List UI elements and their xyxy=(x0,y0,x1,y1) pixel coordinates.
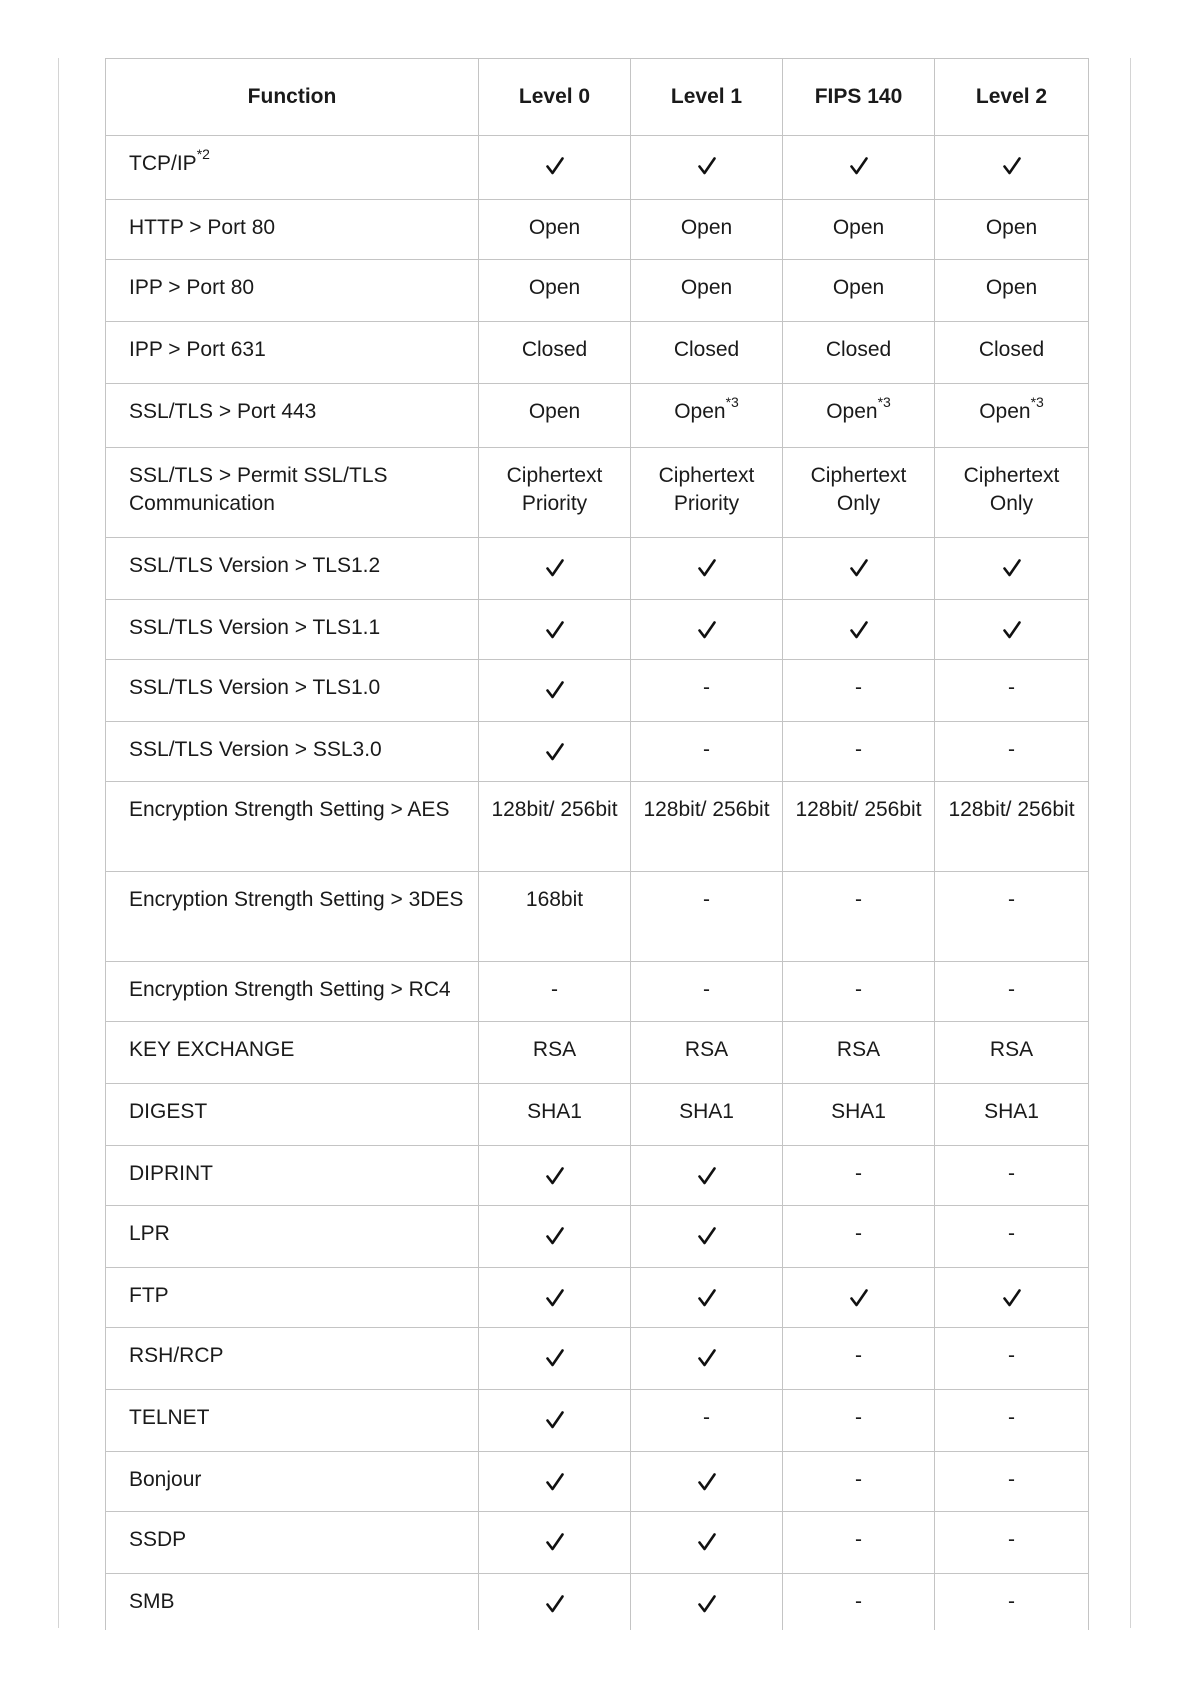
checkmark-icon xyxy=(545,1288,565,1308)
cell-value: - xyxy=(855,1222,862,1245)
function-label: SSL/TLS Version > TLS1.0 xyxy=(129,676,381,699)
function-label: RSH/RCP xyxy=(129,1344,224,1367)
cell-value: - xyxy=(703,738,710,761)
cell-level-0 xyxy=(479,1452,631,1512)
cell-value: SHA1 xyxy=(527,1100,582,1123)
cell-level-2 xyxy=(935,722,1089,782)
cell-value: Open xyxy=(680,276,733,299)
cell-level-2 xyxy=(935,1512,1089,1574)
cell-level-1 xyxy=(631,1452,783,1512)
cell-level-0 xyxy=(479,1268,631,1328)
cell-value: Open xyxy=(985,216,1038,239)
function-cell xyxy=(106,660,479,722)
checkmark-icon xyxy=(697,1288,717,1308)
footnote-marker: *3 xyxy=(725,393,739,410)
function-label: TCP/IP xyxy=(129,152,197,175)
function-label: SMB xyxy=(129,1590,175,1613)
checkmark-icon xyxy=(1002,558,1022,578)
cell-level-0 xyxy=(479,1022,631,1084)
checkmark-icon xyxy=(697,620,717,640)
cell-level-0 xyxy=(479,1328,631,1390)
footnote-marker: *3 xyxy=(1030,393,1044,410)
cell-level-1 xyxy=(631,322,783,384)
cell-level-0 xyxy=(479,782,631,872)
function-label: SSL/TLS > Port 443 xyxy=(129,400,317,423)
cell-level-1 xyxy=(631,1390,783,1452)
table-body xyxy=(106,136,1089,1634)
cell-fips-140 xyxy=(783,962,935,1022)
checkmark-icon xyxy=(697,1166,717,1186)
function-label: Bonjour xyxy=(129,1468,202,1491)
security-level-table xyxy=(105,58,1089,1634)
checkmark-icon xyxy=(697,156,717,176)
cell-level-1 xyxy=(631,962,783,1022)
header-level-2: Level 2 xyxy=(935,59,1089,136)
function-label: SSL/TLS > Permit SSL/TLS Communication xyxy=(129,464,388,515)
cell-fips-140 xyxy=(783,1084,935,1146)
table-row xyxy=(106,1022,1089,1084)
cell-value: - xyxy=(1008,978,1015,1001)
cell-level-1 xyxy=(631,384,783,448)
cell-level-2 xyxy=(935,384,1089,448)
cell-level-2 xyxy=(935,1206,1089,1268)
cell-value: - xyxy=(855,676,862,699)
function-cell xyxy=(106,322,479,384)
checkmark-icon xyxy=(697,1532,717,1552)
table-row xyxy=(106,384,1089,448)
function-label: Encryption Strength Setting > RC4 xyxy=(129,978,451,1001)
cell-fips-140 xyxy=(783,722,935,782)
cell-value: - xyxy=(855,1528,862,1551)
cell-value: Open xyxy=(528,216,581,239)
function-label: IPP > Port 80 xyxy=(129,276,255,299)
page-left-rule xyxy=(58,58,59,1628)
cell-fips-140 xyxy=(783,384,935,448)
cell-value: Open xyxy=(985,276,1038,299)
cell-level-0 xyxy=(479,260,631,322)
table-row xyxy=(106,1268,1089,1328)
cell-fips-140 xyxy=(783,1206,935,1268)
cell-level-2 xyxy=(935,872,1089,962)
cell-value: Open xyxy=(832,216,885,239)
cell-fips-140 xyxy=(783,1390,935,1452)
function-cell xyxy=(106,722,479,782)
function-cell xyxy=(106,200,479,260)
cell-fips-140 xyxy=(783,136,935,200)
cell-fips-140 xyxy=(783,1328,935,1390)
cell-value: - xyxy=(1008,1528,1015,1551)
checkmark-icon xyxy=(545,156,565,176)
footnote-marker: *3 xyxy=(877,393,891,410)
checkmark-icon xyxy=(849,620,869,640)
cell-value: - xyxy=(1008,1468,1015,1491)
function-cell xyxy=(106,1328,479,1390)
checkmark-icon xyxy=(545,1472,565,1492)
checkmark-icon xyxy=(697,1594,717,1614)
cell-level-2 xyxy=(935,538,1089,600)
cell-level-1 xyxy=(631,200,783,260)
function-cell xyxy=(106,1390,479,1452)
cell-value: Ciphertext Priority xyxy=(658,464,755,515)
function-cell xyxy=(106,384,479,448)
checkmark-icon xyxy=(1002,156,1022,176)
table-row xyxy=(106,1084,1089,1146)
table-row xyxy=(106,872,1089,962)
table-row xyxy=(106,962,1089,1022)
table-row xyxy=(106,1512,1089,1574)
table-row xyxy=(106,1206,1089,1268)
header-fips-140: FIPS 140 xyxy=(783,59,935,136)
function-cell xyxy=(106,1512,479,1574)
table-row xyxy=(106,600,1089,660)
cell-value: - xyxy=(703,1406,710,1429)
cell-level-0 xyxy=(479,1512,631,1574)
cell-level-1 xyxy=(631,1512,783,1574)
cell-value: - xyxy=(703,676,710,699)
cell-level-2 xyxy=(935,782,1089,872)
cell-level-1 xyxy=(631,260,783,322)
function-cell xyxy=(106,872,479,962)
cell-level-2 xyxy=(935,660,1089,722)
cell-value: Open xyxy=(528,400,581,423)
cell-level-0 xyxy=(479,136,631,200)
checkmark-icon xyxy=(1002,620,1022,640)
function-label: SSDP xyxy=(129,1528,187,1551)
cell-fips-140 xyxy=(783,448,935,538)
cell-level-0 xyxy=(479,538,631,600)
cell-level-0 xyxy=(479,722,631,782)
cell-value: - xyxy=(855,978,862,1001)
checkmark-icon xyxy=(545,620,565,640)
checkmark-icon xyxy=(697,1226,717,1246)
cell-level-0 xyxy=(479,600,631,660)
cell-value: Open xyxy=(826,400,878,423)
table-row xyxy=(106,200,1089,260)
cell-value: Closed xyxy=(825,338,892,361)
cell-level-2 xyxy=(935,1268,1089,1328)
cell-level-0 xyxy=(479,1146,631,1206)
function-cell xyxy=(106,1268,479,1328)
cell-fips-140 xyxy=(783,872,935,962)
cell-level-2 xyxy=(935,962,1089,1022)
function-label: LPR xyxy=(129,1222,170,1245)
table-row xyxy=(106,1328,1089,1390)
cell-level-2 xyxy=(935,136,1089,200)
cell-fips-140 xyxy=(783,1022,935,1084)
checkmark-icon xyxy=(545,1348,565,1368)
cell-value: Open xyxy=(680,216,733,239)
table-row xyxy=(106,538,1089,600)
cell-value: - xyxy=(855,888,862,911)
cell-value: - xyxy=(1008,1590,1015,1613)
checkmark-icon xyxy=(545,1226,565,1246)
cell-level-1 xyxy=(631,1084,783,1146)
cell-level-1 xyxy=(631,1146,783,1206)
checkmark-icon xyxy=(545,680,565,700)
cell-value: Ciphertext Only xyxy=(810,464,907,515)
cell-value: Open xyxy=(979,400,1031,423)
cell-value: - xyxy=(1008,888,1015,911)
cell-level-2 xyxy=(935,1452,1089,1512)
function-cell xyxy=(106,136,479,200)
cell-level-1 xyxy=(631,1022,783,1084)
cell-level-1 xyxy=(631,1328,783,1390)
cell-level-0 xyxy=(479,962,631,1022)
cell-value: Open xyxy=(674,400,726,423)
cell-value: 128bit/ 256bit xyxy=(795,798,922,821)
function-cell xyxy=(106,782,479,872)
cell-level-1 xyxy=(631,600,783,660)
cell-value: 128bit/ 256bit xyxy=(491,798,618,821)
cell-fips-140 xyxy=(783,538,935,600)
cell-fips-140 xyxy=(783,200,935,260)
cell-level-0 xyxy=(479,200,631,260)
cell-level-2 xyxy=(935,1022,1089,1084)
cell-fips-140 xyxy=(783,322,935,384)
function-label: DIPRINT xyxy=(129,1162,213,1185)
header-level-0: Level 0 xyxy=(479,59,631,136)
cell-level-1 xyxy=(631,782,783,872)
function-cell xyxy=(106,1206,479,1268)
function-cell xyxy=(106,1146,479,1206)
function-cell xyxy=(106,962,479,1022)
function-cell xyxy=(106,1574,479,1634)
cell-value: RSA xyxy=(989,1038,1034,1061)
function-cell xyxy=(106,538,479,600)
cell-value: - xyxy=(855,1162,862,1185)
cell-level-0 xyxy=(479,1390,631,1452)
function-label: TELNET xyxy=(129,1406,210,1429)
cell-fips-140 xyxy=(783,1268,935,1328)
function-label: Encryption Strength Setting > 3DES xyxy=(129,888,464,911)
checkmark-icon xyxy=(697,1472,717,1492)
cell-value: - xyxy=(855,1344,862,1367)
cell-fips-140 xyxy=(783,1452,935,1512)
footnote-marker: *2 xyxy=(196,145,210,162)
cell-level-2 xyxy=(935,1390,1089,1452)
cell-level-1 xyxy=(631,1574,783,1634)
table-header-row xyxy=(106,59,1089,136)
cell-value: - xyxy=(1008,1162,1015,1185)
cell-level-1 xyxy=(631,872,783,962)
function-label: SSL/TLS Version > SSL3.0 xyxy=(129,738,382,761)
cell-value: 128bit/ 256bit xyxy=(948,798,1075,821)
cell-value: Closed xyxy=(521,338,588,361)
cell-value: SHA1 xyxy=(984,1100,1039,1123)
table-row xyxy=(106,260,1089,322)
cell-level-0 xyxy=(479,448,631,538)
checkmark-icon xyxy=(545,1166,565,1186)
table-row xyxy=(106,322,1089,384)
checkmark-icon xyxy=(545,558,565,578)
cell-level-1 xyxy=(631,1206,783,1268)
cell-level-2 xyxy=(935,322,1089,384)
cell-value: RSA xyxy=(532,1038,577,1061)
cell-fips-140 xyxy=(783,1146,935,1206)
cell-value: - xyxy=(703,978,710,1001)
cell-level-0 xyxy=(479,872,631,962)
cell-level-2 xyxy=(935,200,1089,260)
function-cell xyxy=(106,260,479,322)
page-bottom-margin xyxy=(0,1630,1190,1684)
cell-level-1 xyxy=(631,722,783,782)
checkmark-icon xyxy=(545,1532,565,1552)
function-cell xyxy=(106,1452,479,1512)
checkmark-icon xyxy=(545,1594,565,1614)
cell-value: Ciphertext Priority xyxy=(506,464,603,515)
checkmark-icon xyxy=(849,156,869,176)
checkmark-icon xyxy=(697,558,717,578)
function-cell xyxy=(106,448,479,538)
cell-value: - xyxy=(703,888,710,911)
cell-value: - xyxy=(855,738,862,761)
function-label: KEY EXCHANGE xyxy=(129,1038,295,1061)
cell-value: SHA1 xyxy=(831,1100,886,1123)
cell-fips-140 xyxy=(783,782,935,872)
checkmark-icon xyxy=(849,558,869,578)
cell-fips-140 xyxy=(783,260,935,322)
cell-value: Open xyxy=(832,276,885,299)
page-right-rule xyxy=(1130,58,1131,1628)
cell-fips-140 xyxy=(783,1574,935,1634)
checkmark-icon xyxy=(545,1410,565,1430)
function-cell xyxy=(106,1084,479,1146)
cell-value: - xyxy=(1008,1406,1015,1429)
cell-fips-140 xyxy=(783,600,935,660)
cell-level-2 xyxy=(935,1574,1089,1634)
cell-level-0 xyxy=(479,1084,631,1146)
cell-level-1 xyxy=(631,448,783,538)
table-row xyxy=(106,722,1089,782)
cell-value: - xyxy=(855,1406,862,1429)
cell-level-2 xyxy=(935,1146,1089,1206)
cell-fips-140 xyxy=(783,1512,935,1574)
function-cell xyxy=(106,1022,479,1084)
table-row xyxy=(106,1574,1089,1634)
cell-value: 168bit xyxy=(525,888,584,911)
table-row xyxy=(106,136,1089,200)
checkmark-icon xyxy=(849,1288,869,1308)
function-label: SSL/TLS Version > TLS1.1 xyxy=(129,616,381,639)
table-row xyxy=(106,782,1089,872)
cell-level-1 xyxy=(631,136,783,200)
cell-value: Closed xyxy=(673,338,740,361)
checkmark-icon xyxy=(697,1348,717,1368)
cell-fips-140 xyxy=(783,660,935,722)
function-label: DIGEST xyxy=(129,1100,208,1123)
cell-level-1 xyxy=(631,538,783,600)
function-label: Encryption Strength Setting > AES xyxy=(129,798,450,821)
cell-value: - xyxy=(1008,738,1015,761)
cell-value: RSA xyxy=(684,1038,729,1061)
function-label: FTP xyxy=(129,1284,169,1307)
table-row xyxy=(106,1146,1089,1206)
cell-value: Open xyxy=(528,276,581,299)
function-label: SSL/TLS Version > TLS1.2 xyxy=(129,554,381,577)
cell-value: RSA xyxy=(836,1038,881,1061)
cell-level-2 xyxy=(935,260,1089,322)
cell-value: Ciphertext Only xyxy=(963,464,1060,515)
checkmark-icon xyxy=(1002,1288,1022,1308)
cell-level-2 xyxy=(935,600,1089,660)
cell-level-0 xyxy=(479,660,631,722)
table-row xyxy=(106,1452,1089,1512)
table-row xyxy=(106,1390,1089,1452)
table-row xyxy=(106,448,1089,538)
function-cell xyxy=(106,600,479,660)
cell-value: 128bit/ 256bit xyxy=(643,798,770,821)
cell-level-0 xyxy=(479,322,631,384)
cell-level-1 xyxy=(631,660,783,722)
cell-value: - xyxy=(551,978,558,1001)
cell-level-2 xyxy=(935,1084,1089,1146)
cell-value: - xyxy=(1008,676,1015,699)
cell-level-1 xyxy=(631,1268,783,1328)
header-function: Function xyxy=(106,59,479,136)
cell-level-0 xyxy=(479,1574,631,1634)
header-level-1: Level 1 xyxy=(631,59,783,136)
cell-level-2 xyxy=(935,448,1089,538)
cell-value: - xyxy=(855,1590,862,1613)
cell-level-0 xyxy=(479,1206,631,1268)
cell-value: Closed xyxy=(978,338,1045,361)
function-label: IPP > Port 631 xyxy=(129,338,266,361)
cell-value: SHA1 xyxy=(679,1100,734,1123)
function-label: HTTP > Port 80 xyxy=(129,216,276,239)
cell-value: - xyxy=(1008,1344,1015,1367)
cell-value: - xyxy=(1008,1222,1015,1245)
table-row xyxy=(106,660,1089,722)
cell-level-2 xyxy=(935,1328,1089,1390)
cell-level-0 xyxy=(479,384,631,448)
cell-value: - xyxy=(855,1468,862,1491)
checkmark-icon xyxy=(545,742,565,762)
